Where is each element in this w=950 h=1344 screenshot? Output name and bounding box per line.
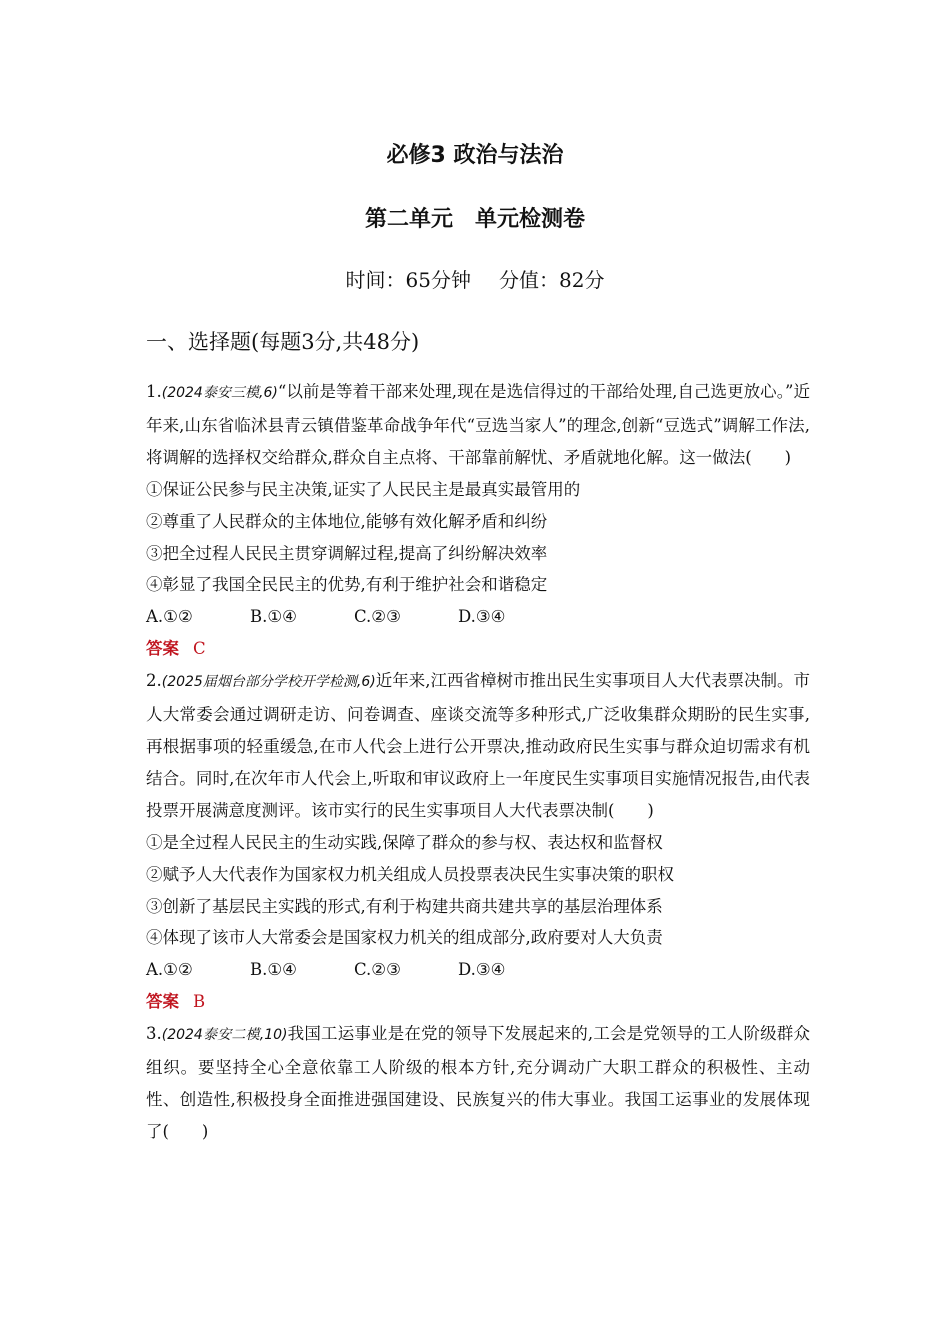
- question-source: (2024泰安三模,6): [161, 385, 278, 401]
- answer-label: 答案: [146, 992, 179, 1012]
- answer-choices: [146, 601, 810, 633]
- option-1: ①是全过程人民民主的生动实践,保障了群众的参与权、表达权和监督权: [146, 832, 663, 852]
- option-3: ③把全过程人民民主贯穿调解过程,提高了纠纷解决效率: [146, 543, 548, 563]
- time-limit: 时间：65分钟: [345, 268, 471, 292]
- answer-choices: [146, 954, 810, 986]
- total-score: 分值：82分: [499, 268, 605, 292]
- answer-label: 答案: [146, 639, 179, 659]
- answer-value: B: [193, 992, 206, 1012]
- choice-d: D.③④: [458, 607, 506, 627]
- option-4: ④彰显了我国全民民主的优势,有利于维护社会和谐稳定: [146, 575, 548, 595]
- answer-value: C: [193, 639, 206, 659]
- section-heading: 一、选择题(每题3分,共48分): [146, 330, 420, 354]
- answer-line: [146, 633, 810, 665]
- answer-line: [146, 986, 810, 1018]
- option-4: ④体现了该市人大常委会是国家权力机关的组成部分,政府要对人大负责: [146, 928, 663, 948]
- question-number: 2.: [146, 671, 162, 691]
- question-source: (2025届烟台部分学校开学检测,6): [161, 674, 376, 691]
- question-3: [146, 1018, 810, 1148]
- option-1: ①保证公民参与民主决策,证实了人民民主是最真实最管用的: [146, 479, 581, 499]
- question-text: 近年来,江西省樟树市推出民生实事项目人大代表票决制。市人大常委会通过调研走访、问卷调查、座谈交流等多种形式,广泛收集群众期盼的民生实事,再根据事项的轻重缓急,在市人代会上进行公开票决,推动政府民生实事与群众迫切需求有机结合。同时,在次年市人代会上,听取和审议政府上一年度民生实事项目实施情况报告,由代表投票开展满意度测评。该市实行的民生实事项目人大代表票决制( ): [146, 671, 810, 820]
- choice-a: A.①②: [146, 960, 193, 980]
- document-subtitle: 第二单元 单元检测卷: [364, 207, 585, 232]
- question-text: 我国工运事业是在党的领导下发展起来的,工会是党领导的工人阶级群众组织。要坚持全心全意依靠工人阶级的根本方针,充分调动广大职工群众的积极性、主动性、创造性,积极投身全面推进强国建设、民族复兴的伟大事业。我国工运事业的发展体现了( ): [146, 1024, 810, 1141]
- choice-b: B.①④: [250, 960, 297, 980]
- choice-a: A.①②: [146, 607, 193, 627]
- question-list: [146, 376, 810, 1148]
- document-title: 必修3 政治与法治: [386, 143, 564, 168]
- question-text: “以前是等着干部来处理,现在是选信得过的干部给处理,自己选更放心。”近年来,山东省临沭县青云镇借鉴革命战争年代“豆选当家人”的理念,创新“豆选式”调解工作法,将调解的选择权交给群众,群众自主点将、干部靠前解忧、矛盾就地化解。这一做法( ): [146, 382, 810, 467]
- question-number: 1.: [146, 382, 162, 401]
- question-2: [146, 665, 810, 1018]
- option-2: ②尊重了人民群众的主体地位,能够有效化解矛盾和纠纷: [146, 511, 548, 531]
- choice-c: C.②③: [354, 607, 401, 627]
- exam-meta: [0, 264, 950, 293]
- choice-c: C.②③: [354, 960, 401, 980]
- option-2: ②赋予人大代表作为国家权力机关组成人员投票表决民生实事决策的职权: [146, 864, 674, 884]
- choice-b: B.①④: [250, 607, 297, 627]
- option-3: ③创新了基层民主实践的形式,有利于构建共商共建共享的基层治理体系: [146, 896, 663, 916]
- question-number: 3.: [146, 1024, 162, 1044]
- choice-d: D.③④: [458, 960, 506, 980]
- question-stem: [146, 376, 810, 474]
- question-1: [146, 376, 810, 665]
- question-stem: [146, 1018, 810, 1148]
- question-source: (2024泰安二模,10): [161, 1027, 288, 1044]
- question-stem: [146, 665, 810, 827]
